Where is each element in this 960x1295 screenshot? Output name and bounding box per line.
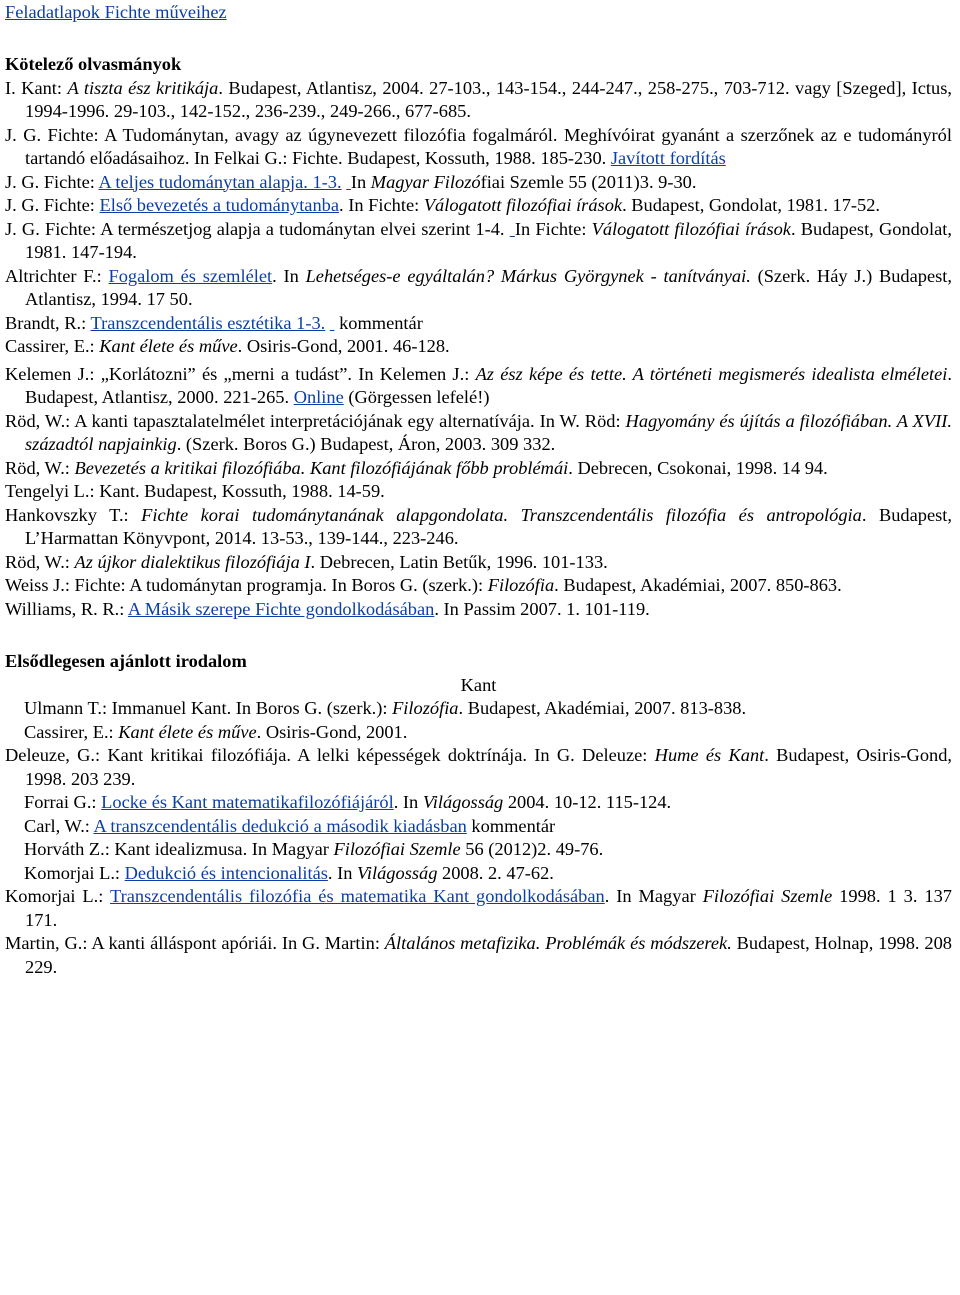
italic-title: Az újkor dialektikus filozófiája I bbox=[74, 551, 311, 572]
italic-title: Világosság bbox=[422, 792, 504, 812]
reference-link[interactable]: Fogalom és szemlélet bbox=[108, 265, 273, 286]
reference-link[interactable] bbox=[330, 313, 335, 333]
reference-entry: J. G. Fichte: A teljes tudománytan alapja. 1-3. In Magyar Filozófiai Szemle 55 (2011)3. 9-30. bbox=[5, 171, 697, 192]
reference-link[interactable]: A Másik szerepe Fichte gondolkodásában bbox=[127, 598, 435, 619]
reference-entry: Cassirer, E.: Kant élete és műve. Osiris-Gond, 2001. 46-128. bbox=[5, 336, 450, 356]
title-link[interactable]: Feladatlapok Fichte műveihez bbox=[5, 2, 227, 22]
reference-entry: Williams, R. R.: A Másik szerepe Fichte gondolkodásában. In Passim 2007. 1. 101-119. bbox=[5, 598, 650, 619]
italic-title: Lehetséges-e egyáltalán? Márkus Györgynek - tanítványai. bbox=[305, 265, 751, 286]
reference-link[interactable]: Dedukció és intencionalitás bbox=[124, 862, 328, 883]
reference-link[interactable]: A teljes tudománytan alapja. 1-3. bbox=[98, 171, 342, 192]
reference-link[interactable]: Transzcendentális filozófia és matematika Kant gondolkodásában bbox=[110, 886, 605, 906]
reference-entry: Weiss J.: Fichte: A tudománytan programja. In Boros G. (szerk.): Filozófia. Budapest, Akadémiai, 2007. 850-863. bbox=[5, 575, 842, 595]
italic-title: Világosság bbox=[357, 862, 438, 883]
recommended-reading-list bbox=[5, 697, 952, 979]
reference-entry: Komorjai L.: Transzcendentális filozófia és matematika Kant gondolkodásában. In Magyar Filozófiai Szemle 1998. 1 3. 137 171. bbox=[5, 886, 952, 930]
reference-link[interactable]: Javított fordítás bbox=[610, 148, 726, 168]
reference-entry: Röd, W.: A kanti tapasztalatelmélet interpretációjának egy alternatívája. In W. Röd: Hagyomány és újítás a filozófiában. A XVII. századtól napjainkig. (Szerk. Boros G.) Budapest, Áron, 2003. 309 332. bbox=[5, 410, 952, 454]
italic-title: Válogatott filozófiai írások bbox=[591, 218, 791, 239]
spacer bbox=[5, 24, 952, 53]
italic-title: Fichte korai tudománytanának alapgondolata. Transzcendentális filozófia és antropológia bbox=[141, 504, 862, 525]
spacer bbox=[5, 621, 952, 650]
reference-entry: J. G. Fichte: A Tudománytan, avagy az úgynevezett filozófia fogalmáról. Meghívóirat gyanánt a szerzőnek az e tudományról tartandó előadásaihoz. In Felkai G.: Fichte. Budapest, Kossuth, 1988. 185-230. Javított fordítás bbox=[5, 124, 952, 168]
reference-entry: Brandt, R.: Transzcendentális esztétika 1-3. kommentár bbox=[5, 312, 423, 333]
italic-title: A tiszta ész kritikája bbox=[67, 77, 219, 98]
reference-entry: Carl, W.: A transzcendentális dedukció a második kiadásban kommentár bbox=[24, 815, 556, 836]
italic-title: Az ész képe és tette. A történeti megismerés idealista elméletei bbox=[475, 363, 948, 384]
reference-link[interactable]: Locke és Kant matematikafilozófiájáról bbox=[101, 792, 394, 812]
section-heading-required: Kötelező olvasmányok bbox=[5, 54, 182, 74]
italic-title: Filozófiai Szemle bbox=[702, 886, 833, 906]
italic-title: Kant élete és műve bbox=[99, 336, 238, 356]
reference-link[interactable]: Transzcendentális esztétika 1-3. bbox=[90, 312, 326, 333]
reference-entry: Röd, W.: Bevezetés a kritikai filozófiába. Kant filozófiájának főbb problémái. Debrecen, Csokonai, 1998. 14 94. bbox=[5, 457, 828, 478]
reference-entry: Komorjai L.: Dedukció és intencionalitás. In Világosság 2008. 2. 47-62. bbox=[24, 862, 554, 883]
reference-entry: Cassirer, E.: Kant élete és műve. Osiris-Gond, 2001. bbox=[24, 721, 408, 742]
reference-entry: Ulmann T.: Immanuel Kant. In Boros G. (szerk.): Filozófia. Budapest, Akadémiai, 2007. 813-838. bbox=[24, 698, 747, 718]
italic-title: Filozófiai Szemle bbox=[333, 839, 461, 859]
italic-title: Válogatott filozófiai írások bbox=[423, 195, 623, 215]
reference-entry: Horváth Z.: Kant idealizmusa. In Magyar Filozófiai Szemle 56 (2012)2. 49-76. bbox=[24, 839, 604, 859]
reference-link[interactable]: Online bbox=[293, 387, 344, 407]
reference-link[interactable] bbox=[510, 219, 515, 239]
subheading-kant: Kant bbox=[460, 674, 497, 695]
reference-entry: J. G. Fichte: A természetjog alapja a tudománytan elvei szerint 1-4. In Fichte: Válogatott filozófiai írások. Budapest, Gondolat, 1981. 147-194. bbox=[5, 218, 952, 262]
reference-entry: Kelemen J.: „Korlátozni” és „merni a tudást”. In Kelemen J.: Az ész képe és tette. A történeti megismerés idealista elméletei. Budapest, Atlantisz, 2000. 221-265. Online (Görgessen lefelé!) bbox=[5, 363, 953, 407]
required-reading-list bbox=[5, 77, 952, 622]
reference-link[interactable] bbox=[346, 172, 351, 192]
reference-entry: J. G. Fichte: Első bevezetés a tudománytanba. In Fichte: Válogatott filozófiai írások. Budapest, Gondolat, 1981. 17-52. bbox=[5, 195, 881, 215]
reference-entry: Altrichter F.: Fogalom és szemlélet. In Lehetséges-e egyáltalán? Márkus Györgynek - tanítványai. (Szerk. Háy J.) Budapest, Atlantisz, 1994. 17 50. bbox=[5, 265, 952, 309]
reference-entry: Tengelyi L.: Kant. Budapest, Kossuth, 1988. 14-59. bbox=[5, 481, 385, 501]
reference-link[interactable]: A transzcendentális dedukció a második kiadásban bbox=[93, 815, 467, 836]
italic-title: Általános metafizika. Problémák és módszerek. bbox=[384, 933, 732, 953]
reference-entry: Deleuze, G.: Kant kritikai filozófiája. A lelki képességek doktrínája. In G. Deleuze: Hume és Kant. Budapest, Osiris-Gond, 1998. 203 239. bbox=[5, 745, 953, 789]
italic-title: Kant élete és műve bbox=[118, 721, 257, 742]
reference-entry: Martin, G.: A kanti álláspont apóriái. In G. Martin: Általános metafizika. Problémák és módszerek. Budapest, Holnap, 1998. 208 229. bbox=[5, 933, 952, 977]
italic-title: Bevezetés a kritikai filozófiába. Kant filozófiájának főbb problémái bbox=[74, 457, 569, 478]
italic-title: Magyar Filozó bbox=[370, 171, 481, 192]
italic-title: Hume és Kant bbox=[654, 745, 765, 765]
reference-entry: Röd, W.: Az újkor dialektikus filozófiája I. Debrecen, Latin Betűk, 1996. 101-133. bbox=[5, 551, 608, 572]
reference-link[interactable]: Első bevezetés a tudománytanba bbox=[99, 195, 340, 215]
reference-entry: Hankovszky T.: Fichte korai tudománytanának alapgondolata. Transzcendentális filozófia és antropológia. Budapest, L’Harmattan Könyvpont, 2014. 13-53., 139-144., 223-246. bbox=[5, 504, 952, 548]
italic-title: Hagyomány és újítás a filozófiában. A XVII. századtól napjainkig bbox=[25, 410, 952, 454]
reference-entry: Forrai G.: Locke és Kant matematikafilozófiájáról. In Világosság 2004. 10-12. 115-124. bbox=[24, 792, 672, 812]
reference-entry: I. Kant: A tiszta ész kritikája. Budapest, Atlantisz, 2004. 27-103., 143-154., 244-247., 258-275., 703-712. vagy [Szeged], Ictus, 1994-1996. 29-103., 142-152., 236-239., 249-266., 677-685. bbox=[5, 77, 952, 121]
italic-title: Filozófia bbox=[487, 575, 555, 595]
section-heading-recommended: Elsődlegesen ajánlott irodalom bbox=[5, 651, 247, 671]
italic-title: Filozófia bbox=[392, 698, 459, 718]
